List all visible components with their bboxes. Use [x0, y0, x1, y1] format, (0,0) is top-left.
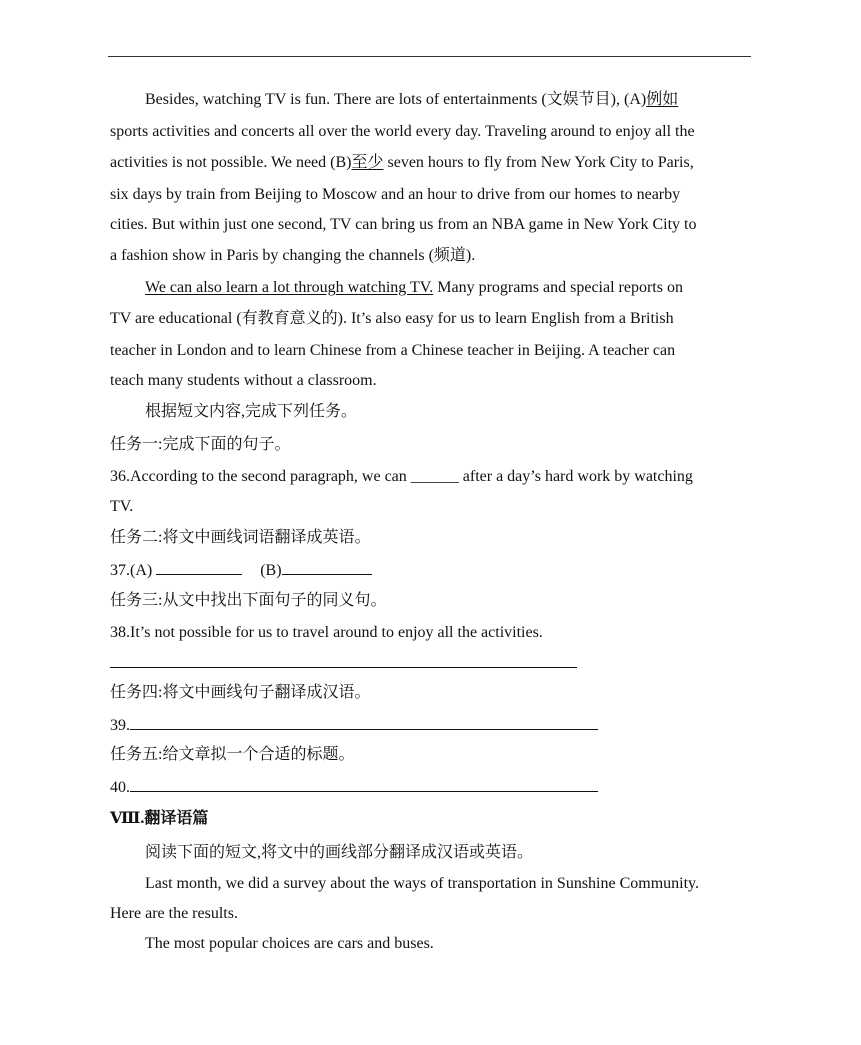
answer-line-38[interactable]: [110, 667, 577, 668]
question-39: [110, 715, 598, 736]
p1-line-4: six days by train from Beijing to Moscow and an hour to drive from our homes to nearby: [110, 186, 681, 203]
header-rule: [108, 56, 751, 57]
question-39-label: 39.: [110, 717, 130, 734]
question-37: [110, 560, 372, 581]
task-5-heading: 任务五:给文章拟一个合适的标题。: [110, 746, 355, 763]
p1-line-1: [145, 90, 678, 110]
question-40: [110, 777, 598, 798]
p1-line-2: sports activities and concerts all over the world every day. Traveling around to enjoy all the: [110, 123, 695, 140]
answer-blank-a[interactable]: [156, 560, 242, 575]
p2-line-4: teach many students without a classroom.: [110, 372, 377, 389]
question-36-line-2: TV.: [110, 498, 134, 515]
task-4-heading: 任务四:将文中画线句子翻译成汉语。: [110, 684, 371, 701]
question-37-label-a: 37.(A): [110, 562, 157, 579]
instruction: 根据短文内容,完成下列任务。: [145, 403, 358, 420]
underlined-sentence: We can also learn a lot through watching TV.: [145, 279, 434, 296]
answer-line-39[interactable]: [130, 715, 598, 730]
p2-line-2: TV are educational (有教育意义的). It’s also easy for us to learn English from a British: [110, 310, 674, 327]
task-2-heading: 任务二:将文中画线词语翻译成英语。: [110, 529, 371, 546]
p2-line-1-text: Many programs and special reports on: [433, 279, 683, 296]
answer-blank-b[interactable]: [282, 560, 372, 575]
p1-line-3: [110, 153, 694, 173]
section-8-heading: Ⅷ.翻译语篇: [110, 810, 209, 827]
p3-line-1: Last month, we did a survey about the ways of transportation in Sunshine Community.: [145, 875, 699, 892]
question-38: 38.It’s not possible for us to travel around to enjoy all the activities.: [110, 624, 543, 641]
underlined-term-b: 至少: [351, 154, 384, 171]
underlined-term-a: 例如: [646, 91, 679, 108]
p2-line-1: [145, 278, 683, 298]
task-1-heading: 任务一:完成下面的句子。: [110, 436, 291, 453]
p2-line-3: teacher in London and to learn Chinese from a Chinese teacher in Beijing. A teacher can: [110, 342, 676, 359]
p1-line-3-text-b: seven hours to fly from New York City to Paris,: [383, 154, 694, 171]
p3-line-3: The most popular choices are cars and buses.: [145, 935, 434, 952]
question-37-label-b: (B): [260, 562, 282, 579]
p3-line-2: Here are the results.: [110, 905, 238, 922]
answer-line-40[interactable]: [130, 777, 598, 792]
question-40-label: 40.: [110, 779, 130, 796]
p1-line-1-text: Besides, watching TV is fun. There are lots of entertainments (文娱节目), (A): [145, 91, 647, 108]
instruction-2: 阅读下面的短文,将文中的画线部分翻译成汉语或英语。: [145, 844, 534, 861]
p1-line-6: a fashion show in Paris by changing the channels (频道).: [110, 247, 476, 264]
p1-line-5: cities. But within just one second, TV can bring us from an NBA game in New York City to: [110, 216, 697, 233]
question-36-line-1: 36.According to the second paragraph, we can ______ after a day’s hard work by watching: [110, 468, 693, 485]
p1-line-3-text-a: activities is not possible. We need (B): [110, 154, 352, 171]
task-3-heading: 任务三:从文中找出下面句子的同义句。: [110, 592, 387, 609]
